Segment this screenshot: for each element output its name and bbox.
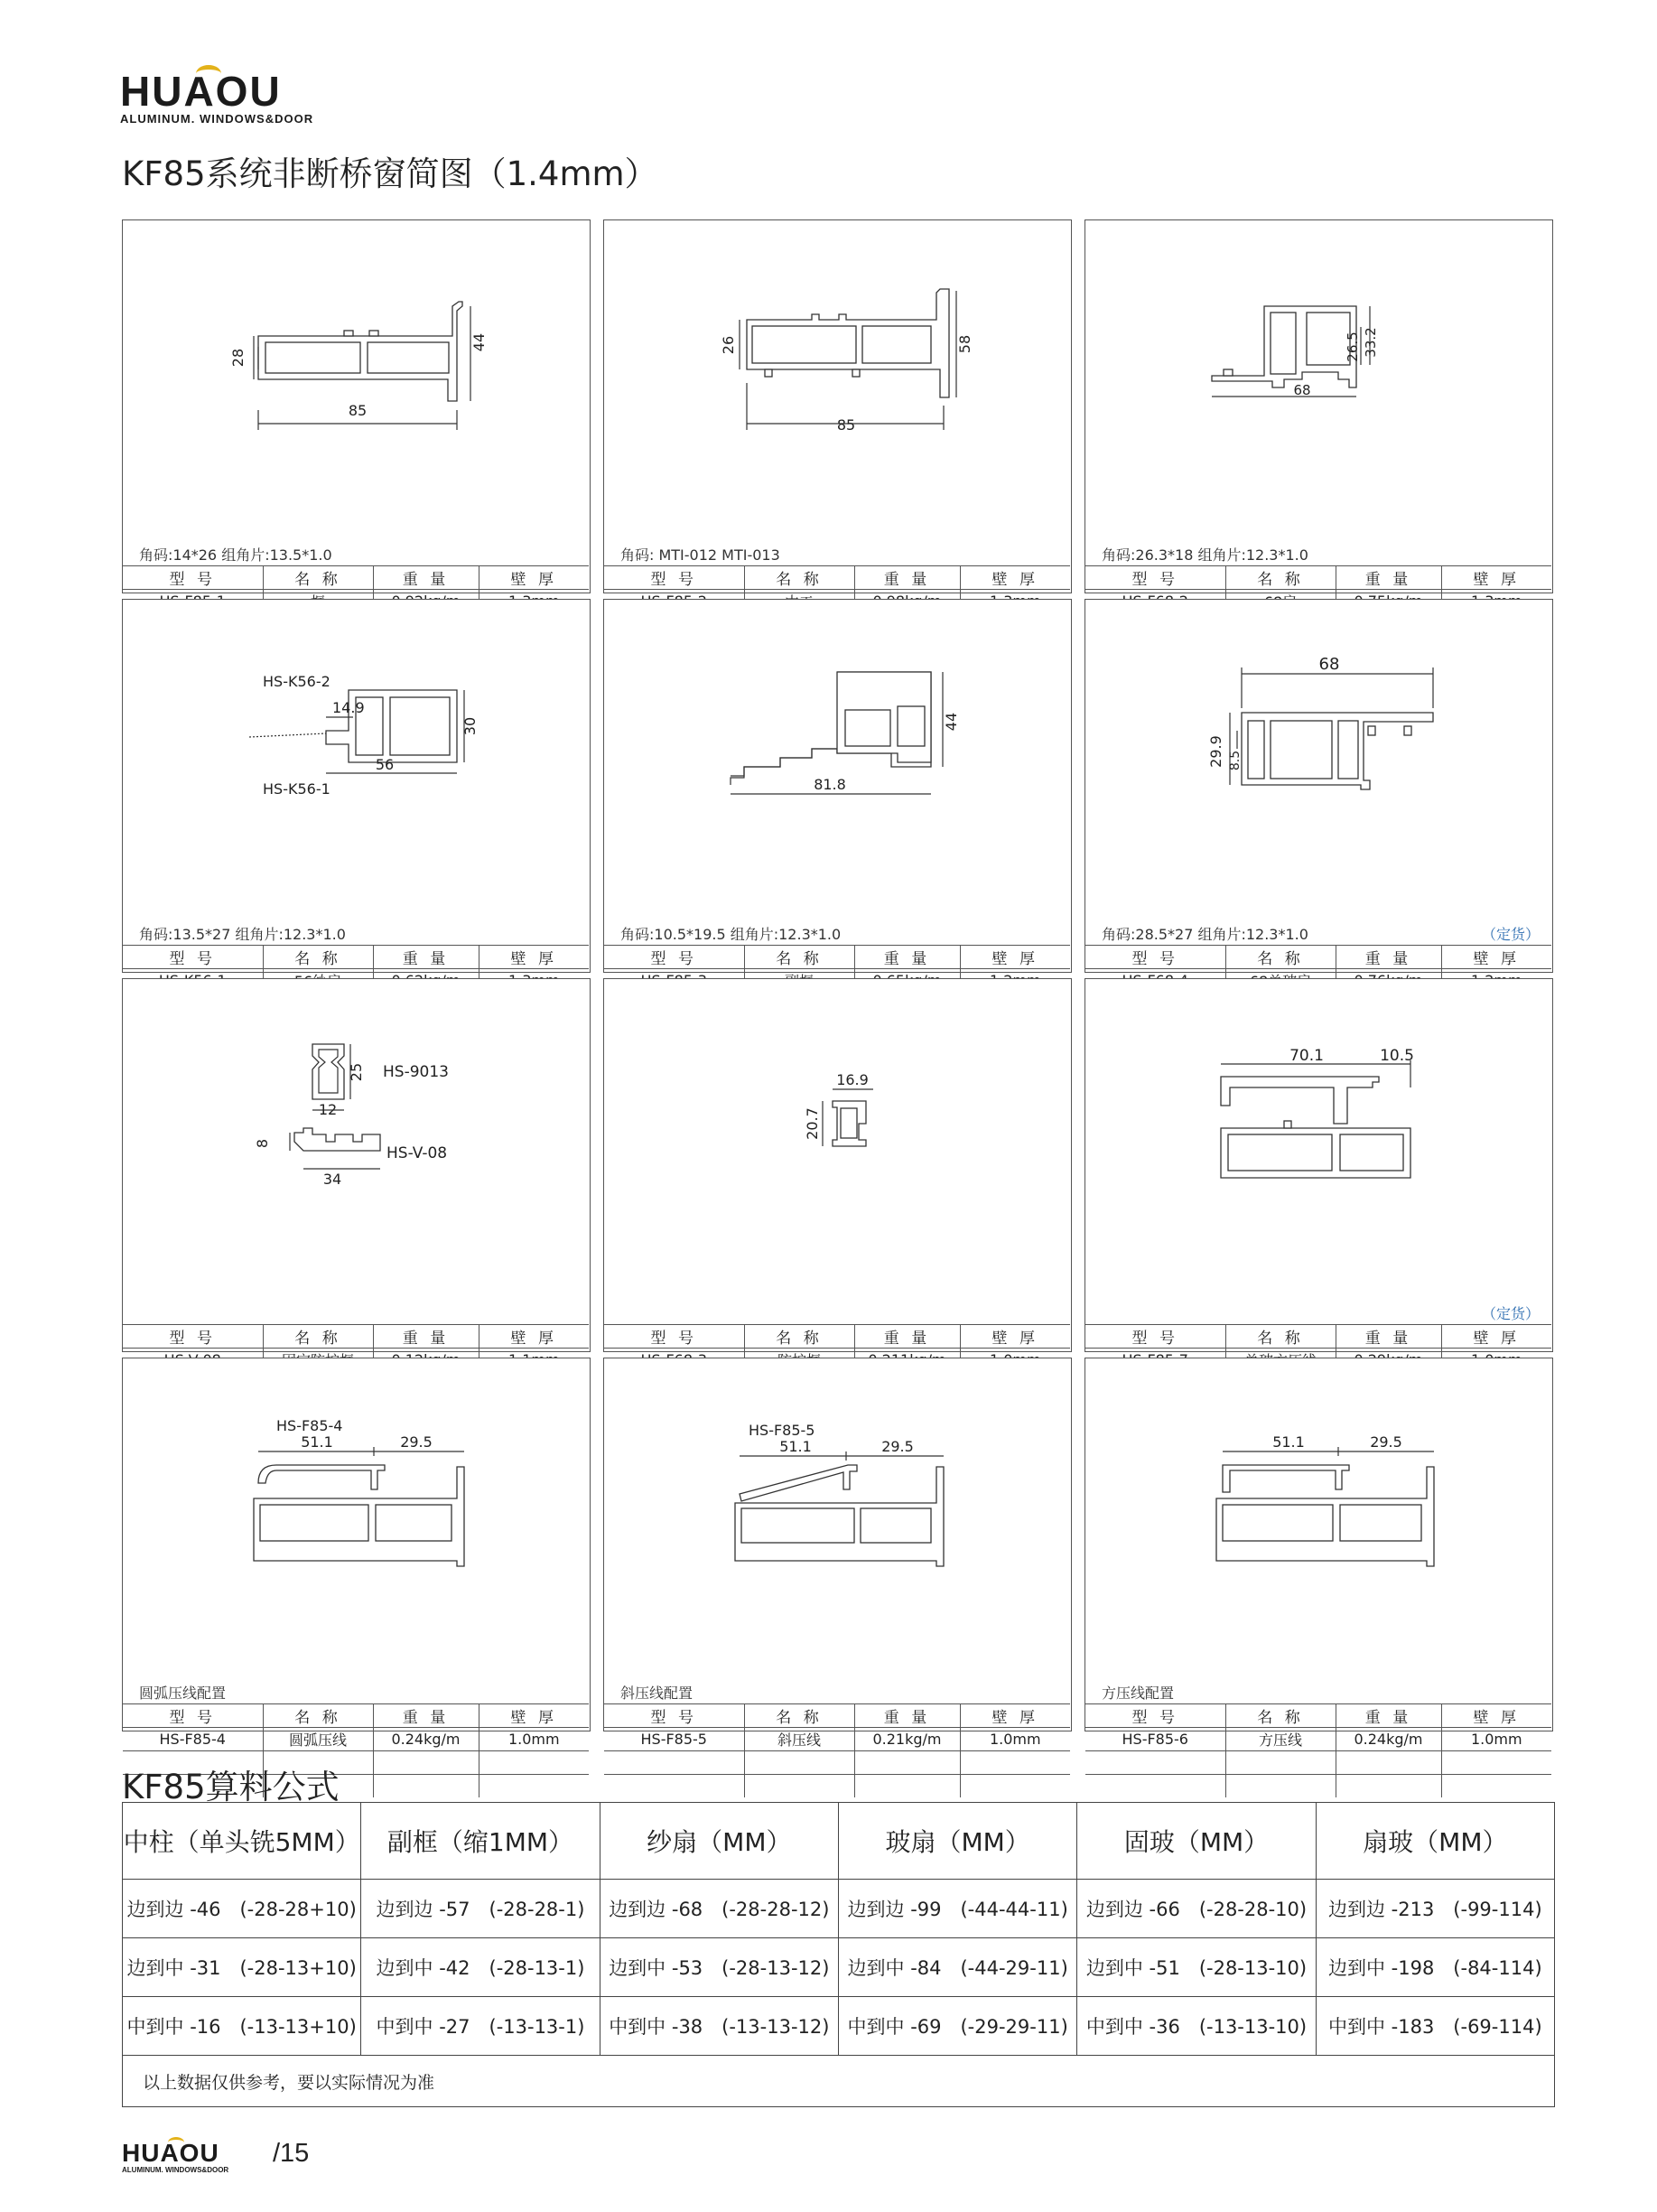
page-title: KF85系统非断桥窗简图（1.4mm）	[122, 154, 658, 193]
profile-label: HS-F85-5	[749, 1422, 815, 1439]
spec-row	[604, 1775, 1070, 1798]
spec-header-row: 型 号 名 称 重 量 壁 厚	[123, 566, 589, 590]
page-number: /15	[273, 2139, 310, 2168]
dim-label: 28	[229, 348, 247, 368]
footer-brand: HUAOU	[122, 2139, 219, 2167]
profile-panel	[122, 219, 591, 593]
panel-note: 角码:13.5*27 组角片:12.3*1.0	[139, 926, 346, 943]
spec-row	[1085, 1751, 1551, 1775]
profile-drawing	[604, 220, 1070, 479]
brand-logo	[120, 70, 313, 126]
dim-label: 51.1	[1272, 1433, 1305, 1451]
spec-header-row: 型 号 名 称 重 量 壁 厚	[1085, 1704, 1551, 1728]
dim-label: 70.1	[1289, 1047, 1324, 1065]
footer	[122, 2139, 310, 2174]
dim-label: 33.2	[1363, 327, 1379, 358]
dim-label: 44	[943, 712, 960, 732]
spec-row	[604, 1751, 1070, 1775]
spec-header-row: 型 号 名 称 重 量 壁 厚	[123, 1704, 589, 1728]
spec-row	[1085, 1775, 1551, 1798]
panel-note: 圆弧压线配置	[139, 1685, 227, 1702]
spec-header-row: 型 号 名 称 重 量 壁 厚	[123, 1325, 589, 1349]
dim-label: 85	[348, 402, 368, 419]
spec-header-row: 型 号 名 称 重 量 壁 厚	[604, 1325, 1070, 1349]
profile-panel	[122, 1358, 591, 1749]
spec-row: HS-F85-6 方压线 0.24kg/m 1.0mm	[1085, 1728, 1551, 1751]
dim-label: 85	[836, 416, 856, 434]
logo-arc-icon	[196, 65, 221, 82]
formula-header: 固玻（MM）	[1077, 1803, 1316, 1880]
footer-tagline: ALUMINUM. WINDOWS&DOOR	[122, 2166, 229, 2174]
formula-note-row	[123, 2056, 1555, 2107]
panel-note: 斜压线配置	[620, 1685, 694, 1702]
profile-panel	[122, 978, 591, 1352]
formula-header: 副框（缩1MM）	[361, 1803, 600, 1880]
dim-label: 29.5	[1370, 1433, 1402, 1451]
profile-label: HS-K56-1	[263, 780, 330, 798]
dim-label: 29.5	[400, 1433, 433, 1451]
spec-header-row: 型 号 名 称 重 量 壁 厚	[123, 946, 589, 969]
panel-note: 方压线配置	[1102, 1685, 1175, 1702]
profile-drawing	[1085, 1358, 1551, 1617]
dim-label: 51.1	[301, 1433, 333, 1451]
formula-header: 纱扇（MM）	[600, 1803, 838, 1880]
panel-note: 角码:26.3*18 组角片:12.3*1.0	[1102, 546, 1308, 564]
spec-table	[1085, 1703, 1551, 1797]
formula-header: 扇玻（MM）	[1316, 1803, 1554, 1880]
panel-note: 角码:10.5*19.5 组角片:12.3*1.0	[620, 926, 842, 943]
panel-note: 角码: MTI-012 MTI-013	[620, 546, 780, 564]
dim-label: 29.9	[1207, 735, 1224, 768]
profile-panel	[1084, 219, 1553, 593]
dim-label: 44	[470, 332, 488, 352]
profile-panel	[1084, 978, 1553, 1352]
dim-label: 25	[348, 1062, 365, 1082]
spec-table	[604, 1703, 1070, 1797]
dim-label: 68	[1318, 655, 1340, 674]
formula-row: 中到中 -16 (-13-13+10) 中到中 -27 (-13-13-1) 中到中 -38 (-13-13-12) 中到中 -69 (-29-29-11) 中到中 -36 (-13-13-10) 中到中 -183 (-69-114)	[123, 1997, 1555, 2056]
profile-drawing	[1085, 220, 1551, 479]
dim-label: 8.5	[1228, 750, 1243, 771]
profile-drawing	[123, 220, 589, 479]
formula-header: 中柱（单头铣5MM）	[123, 1803, 361, 1880]
profile-drawing	[604, 1358, 1070, 1617]
formula-header-row	[123, 1803, 1555, 1880]
dim-label: 34	[322, 1171, 342, 1188]
profile-drawing	[1085, 600, 1551, 858]
profile-label: HS-K56-2	[263, 673, 330, 690]
profile-panel	[1084, 599, 1553, 973]
spec-header-row: 型 号 名 称 重 量 壁 厚	[604, 1704, 1070, 1728]
dim-label: 20.7	[804, 1107, 821, 1140]
spec-header-row: 型 号 名 称 重 量 壁 厚	[1085, 1325, 1551, 1349]
dim-label: 26	[720, 335, 737, 355]
formula-title: KF85算料公式	[122, 1768, 340, 1806]
profile-drawing	[604, 979, 1070, 1237]
profile-drawing	[1085, 979, 1551, 1237]
dim-label: 56	[375, 756, 395, 773]
spec-header-row: 型 号 名 称 重 量 壁 厚	[1085, 946, 1551, 969]
profile-drawing	[123, 1358, 589, 1617]
spec-header-row: 型 号 名 称 重 量 壁 厚	[604, 566, 1070, 590]
dim-label: 81.8	[814, 776, 846, 793]
dim-label: 30	[461, 716, 479, 736]
profile-label: HS-9013	[383, 1063, 449, 1081]
profile-panel	[603, 1358, 1072, 1749]
dim-label: 26.5	[1345, 331, 1361, 362]
dim-label: 16.9	[836, 1071, 869, 1088]
dim-label: 10.5	[1380, 1047, 1414, 1065]
order-badge: （定货）	[1481, 926, 1540, 943]
profile-label: HS-F85-4	[276, 1417, 343, 1434]
profile-panel	[603, 978, 1072, 1352]
logo-arc-icon	[168, 2137, 184, 2148]
panel-note: 角码:14*26 组角片:13.5*1.0	[139, 546, 332, 564]
spec-row: HS-F85-5 斜压线 0.21kg/m 1.0mm	[604, 1728, 1070, 1751]
brand-name: HUAOU	[120, 70, 313, 112]
order-badge: （定货）	[1481, 1305, 1540, 1322]
dim-label: 68	[1293, 382, 1311, 398]
formula-row: 边到边 -46 (-28-28+10) 边到边 -57 (-28-28-1) 边到边 -68 (-28-28-12) 边到边 -99 (-44-44-11) 边到边 -66 (-28-28-10) 边到边 -213 (-99-114)	[123, 1880, 1555, 1938]
dim-label: 14.9	[332, 699, 365, 716]
dim-label: 12	[318, 1101, 338, 1118]
formula-note: 以上数据仅供参考，要以实际情况为准	[123, 2056, 1555, 2107]
profile-panel	[122, 599, 591, 973]
formula-table	[122, 1802, 1555, 2107]
panel-note: 角码:28.5*27 组角片:12.3*1.0	[1102, 926, 1308, 943]
profile-drawing	[604, 600, 1070, 858]
profile-drawing	[123, 600, 589, 858]
profile-label: HS-V-08	[386, 1144, 448, 1162]
spec-header-row: 型 号 名 称 重 量 壁 厚	[604, 946, 1070, 969]
profile-drawing	[123, 979, 589, 1237]
spec-row: HS-F85-4 圆弧压线 0.24kg/m 1.0mm	[123, 1728, 589, 1751]
spec-header-row: 型 号 名 称 重 量 壁 厚	[1085, 566, 1551, 590]
dim-label: 58	[956, 334, 973, 354]
profile-panel	[603, 219, 1072, 593]
profile-panel	[1084, 1358, 1553, 1749]
formula-row: 边到中 -31 (-28-13+10) 边到中 -42 (-28-13-1) 边到中 -53 (-28-13-12) 边到中 -84 (-44-29-11) 边到中 -51 (-28-13-10) 边到中 -198 (-84-114)	[123, 1938, 1555, 1997]
brand-tagline: ALUMINUM. WINDOWS&DOOR	[120, 112, 314, 126]
dim-label: 29.5	[881, 1438, 914, 1455]
dim-label: 51.1	[779, 1438, 812, 1455]
profile-panel	[603, 599, 1072, 973]
dim-label: 8	[254, 1138, 271, 1149]
formula-header: 玻扇（MM）	[838, 1803, 1076, 1880]
